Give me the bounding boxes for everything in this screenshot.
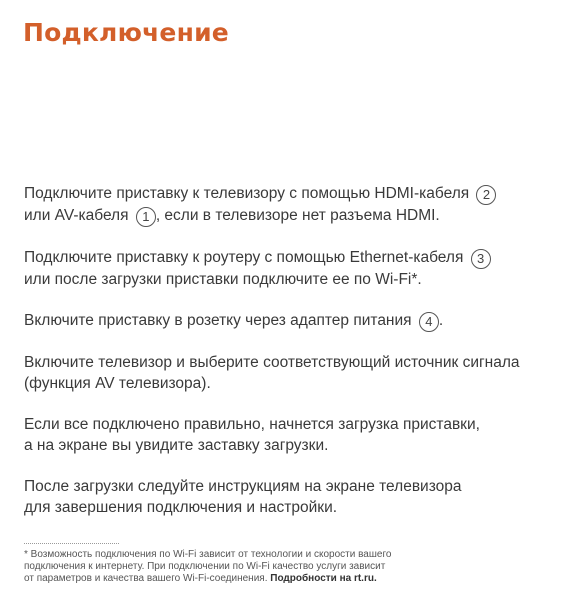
instruction-text: Включите приставку в розетку через адаптер питания (24, 312, 412, 329)
footnote-text: от параметров и качества вашего Wi-Fi-соединения. (24, 573, 268, 584)
instruction-line (24, 414, 554, 435)
instruction-line (24, 205, 554, 227)
footnote-line: * Возможность подключения по Wi-Fi зависит от технологии и скорости вашего (24, 549, 392, 560)
instruction-text-after: , если в телевизоре нет разъема HDMI. (155, 207, 440, 224)
callout-number: 4 (419, 312, 439, 332)
instruction-step-tv (24, 352, 554, 394)
instruction-line (24, 352, 554, 373)
instruction-text: Если все подключено правильно, начнется загрузка приставки, (24, 416, 480, 433)
instruction-line (24, 497, 554, 518)
instruction-step-power (24, 310, 554, 332)
instruction-text: (функция AV телевизора). (24, 375, 211, 392)
instruction-text: а на экране вы увидите заставку загрузки. (24, 437, 329, 454)
footnote (24, 549, 484, 585)
instruction-text: Включите телевизор и выберите соответствующий источник сигнала (24, 354, 520, 371)
callout-number: 1 (136, 207, 156, 227)
page-title: Подключение (23, 18, 229, 47)
instruction-line (24, 183, 554, 205)
instruction-line (24, 247, 554, 269)
callout-number: 3 (471, 249, 491, 269)
instruction-line (24, 310, 554, 332)
callout-number: 2 (476, 185, 496, 205)
footnote-line (24, 573, 484, 585)
instruction-text: Подключите приставку к телевизору с помощью HDMI-кабеля (24, 185, 470, 202)
instruction-text: или после загрузки приставки подключите ее по Wi-Fi*. (24, 271, 422, 288)
instruction-line (24, 435, 554, 456)
instruction-text: для завершения подключения и настройки. (24, 499, 338, 516)
instruction-line (24, 373, 554, 394)
footnote-link[interactable]: Подробности на rt.ru. (270, 573, 377, 584)
instruction-line (24, 269, 554, 290)
instruction-step-loading (24, 414, 554, 456)
instruction-step-hdmi (24, 183, 554, 227)
instruction-text: или AV-кабеля (24, 207, 129, 224)
instruction-text: После загрузки следуйте инструкциям на экране телевизора (24, 478, 462, 495)
instruction-line (24, 476, 554, 497)
instruction-text-after: . (438, 312, 444, 329)
instruction-step-setup (24, 476, 554, 518)
footnote-divider (24, 543, 119, 544)
footnote-line: подключения к интернету. При подключении по Wi-Fi качество услуги зависит (24, 561, 386, 572)
instructions-list (24, 183, 554, 538)
instruction-step-ethernet (24, 247, 554, 290)
instruction-text: Подключите приставку к роутеру с помощью Ethernet-кабеля (24, 249, 464, 266)
